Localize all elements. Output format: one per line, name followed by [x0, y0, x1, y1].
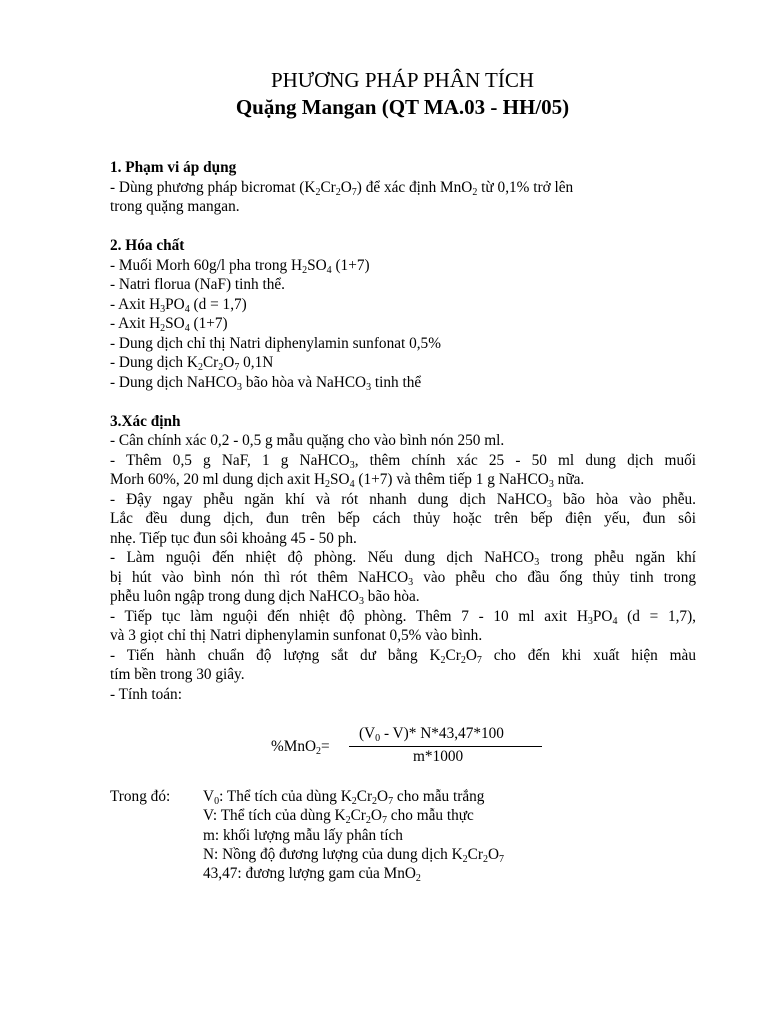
definition-m: m: khối lượng mẫu lấy phân tích — [203, 826, 403, 844]
procedure-step-4-line-2: bị hút vào bình nón thì rót thêm NaHCO$_3$ vào phễu cho đầu ống thủy tinh trong — [110, 568, 696, 588]
chemical-item-1: - Muối Morh 60g/l pha trong $H_2SO_4$ (1+7) — [110, 256, 370, 276]
section-3-heading: 3.Xác định — [110, 412, 181, 430]
definition-v: V: Thể tích của dùng $K_2Cr_2O_7$ cho mẫu thực — [203, 807, 474, 827]
definition-n: N: Nồng độ đương lượng của dung dịch $K_2Cr_2O_7$ — [203, 845, 504, 865]
procedure-step-3-line-1: - Đậy ngay phễu ngăn khí và rót nhanh dung dịch NaHCO$_3$ bão hòa vào phễu. — [110, 490, 696, 510]
chemical-item-4: - Axit $H_2SO_4$ (1+7) — [110, 315, 228, 334]
formula-label: %MnO$_2$= — [271, 738, 330, 757]
where-label: Trong đó: — [110, 788, 171, 805]
chemical-item-2: - Natri florua (NaF) tinh thể. — [110, 276, 286, 293]
procedure-step-3-line-3: nhẹ. Tiếp tục đun sôi khoảng 45 - 50 ph. — [110, 529, 357, 547]
procedure-step-2-line-2: Morh 60%, 20 ml dung dịch axit $H_2SO_4$ (1+7) và thêm tiếp 1 g NaHCO$_3$ nữa. — [110, 471, 585, 490]
procedure-step-4-line-3: phễu luôn ngập trong dung dịch NaHCO$_3$ bão hòa. — [110, 588, 420, 607]
procedure-step-5-line-2: và 3 giọt chỉ thị Natri diphenylamin sunfonat 0,5% vào bình. — [110, 627, 483, 644]
procedure-step-1: - Cân chính xác 0,2 - 0,5 g mẫu quặng cho vào bình nón 250 ml. — [110, 432, 505, 449]
procedure-step-3-line-2: Lắc đều dung dịch, đun trên bếp cách thủy hoặc trên bếp điện yếu, đun sôi — [110, 510, 696, 527]
chemical-item-5: - Dung dịch chỉ thị Natri diphenylamin sunfonat 0,5% — [110, 334, 441, 352]
document-subtitle: Quặng Mangan (QT MA.03 - HH/05) — [235, 95, 570, 119]
procedure-step-5-line-1: - Tiếp tục làm nguội đến nhiệt độ phòng. Thêm 7 - 10 ml axit $H_3PO_4$ (d = 1,7), — [110, 607, 696, 627]
procedure-step-6-line-2: tím bền trong 30 giây. — [110, 666, 245, 683]
section-1-line-2: trong quặng mangan. — [110, 198, 240, 215]
document-title: PHƯƠNG PHÁP PHÂN TÍCH — [270, 68, 535, 92]
chemical-item-3: - Axit $H_3PO_4$ (d = 1,7) — [110, 295, 247, 315]
section-2-heading: 2. Hóa chất — [110, 237, 185, 254]
definition-constant: 43,47: đương lượng gam của MnO$_2$ — [203, 865, 421, 885]
fraction-bar — [349, 746, 542, 747]
procedure-step-7: - Tính toán: — [110, 685, 182, 703]
section-1-line-1: - Dùng phương pháp bicromat $(K_2Cr_2O_7)$ để xác định MnO$_2$ từ 0,1% trở lên — [110, 178, 574, 198]
formula-denominator: m*1000 — [413, 748, 464, 765]
definition-v0: $V_0$: Thể tích của dùng $K_2Cr_2O_7$ cho mẫu trắng — [203, 788, 485, 807]
formula-numerator: $(V_0 - V)*$ N*43,47*100 — [359, 725, 504, 744]
procedure-step-2-line-1: - Thêm 0,5 g NaF, 1 g NaHCO$_3$, thêm chính xác 25 - 50 ml dung dịch muối — [110, 451, 696, 471]
section-1-heading: 1. Phạm vi áp dụng — [110, 159, 237, 176]
procedure-step-4-line-1: - Làm nguội đến nhiệt độ phòng. Nếu dung dịch NaHCO$_3$ trong phễu ngăn khí — [110, 549, 697, 568]
procedure-step-6-line-1: - Tiến hành chuẩn độ lượng sắt dư bằng $K_2Cr_2O_7$ cho đến khi xuất hiện màu — [110, 646, 696, 666]
chemical-item-6: - Dung dịch $K_2Cr_2O_7$ 0,1N — [110, 354, 274, 373]
document-body — [110, 158, 696, 704]
chemical-item-7: - Dung dịch NaHCO$_3$ bão hòa và NaHCO$_3$ tinh thể — [110, 373, 422, 393]
where-list — [203, 787, 504, 883]
